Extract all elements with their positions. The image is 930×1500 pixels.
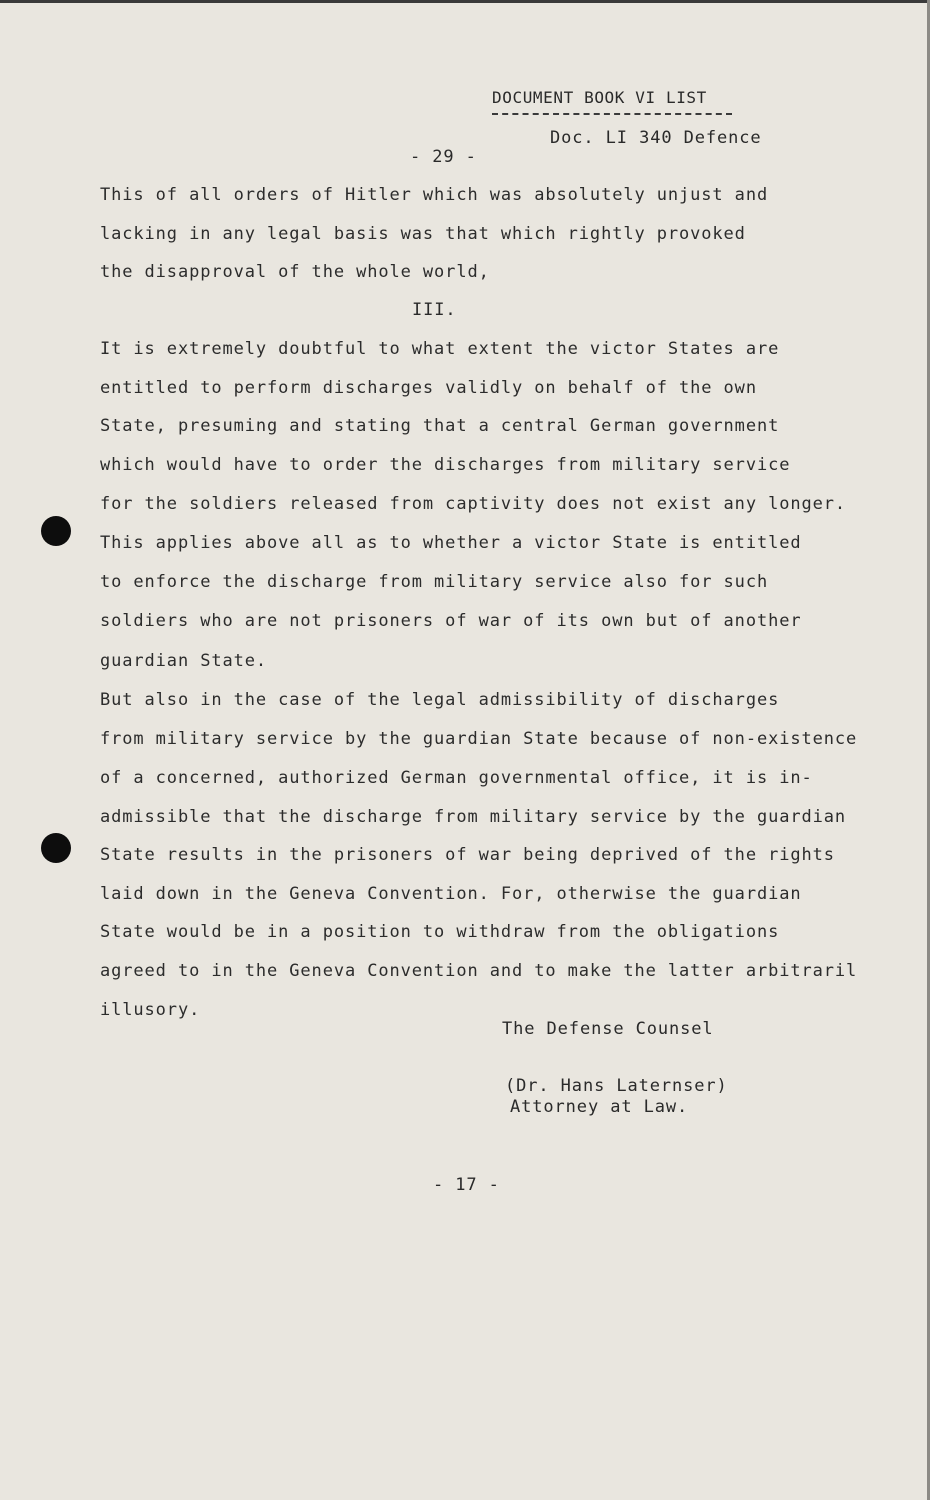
document-book-title: DOCUMENT BOOK VI LIST bbox=[492, 88, 707, 107]
signature-title: Attorney at Law. bbox=[510, 1097, 689, 1117]
body-line: entitled to perform discharges validly on behalf of the own bbox=[100, 378, 757, 398]
body-line: It is extremely doubtful to what extent the victor States are bbox=[100, 339, 780, 359]
page-top-edge bbox=[0, 0, 930, 3]
body-line: agreed to in the Geneva Convention and to make the latter arbitraril bbox=[100, 961, 858, 981]
body-line: the disapproval of the whole world, bbox=[100, 262, 490, 282]
body-line: to enforce the discharge from military service also for such bbox=[100, 572, 769, 592]
document-reference: Doc. LI 340 Defence bbox=[550, 128, 762, 148]
body-line: This applies above all as to whether a victor State is entitled bbox=[100, 533, 802, 553]
body-line: State, presuming and stating that a central German government bbox=[100, 416, 780, 436]
body-line: guardian State. bbox=[100, 651, 268, 671]
punch-hole bbox=[41, 516, 71, 546]
body-line: illusory. bbox=[100, 1000, 201, 1020]
body-line: State results in the prisoners of war being deprived of the rights bbox=[100, 845, 835, 865]
body-line: lacking in any legal basis was that which rightly provoked bbox=[100, 224, 746, 244]
page-number-top: - 29 - bbox=[410, 147, 477, 167]
body-line: admissible that the discharge from military service by the guardian bbox=[100, 807, 847, 827]
punch-hole bbox=[41, 833, 71, 863]
page-number-bottom: - 17 - bbox=[433, 1175, 500, 1195]
body-line: State would be in a position to withdraw from the obligations bbox=[100, 922, 780, 942]
body-line: soldiers who are not prisoners of war of its own but of another bbox=[100, 611, 802, 631]
signature-name: (Dr. Hans Laternser) bbox=[505, 1076, 728, 1096]
signature-label: The Defense Counsel bbox=[502, 1019, 714, 1039]
body-line: But also in the case of the legal admissibility of discharges bbox=[100, 690, 780, 710]
body-line: of a concerned, authorized German governmental office, it is in- bbox=[100, 768, 813, 788]
section-number: III. bbox=[412, 300, 457, 320]
body-line: which would have to order the discharges from military service bbox=[100, 455, 791, 475]
body-line: This of all orders of Hitler which was absolutely unjust and bbox=[100, 185, 769, 205]
body-line: from military service by the guardian State because of non-existence bbox=[100, 729, 858, 749]
body-line: laid down in the Geneva Convention. For, otherwise the guardian bbox=[100, 884, 802, 904]
title-underline bbox=[492, 113, 732, 115]
body-line: for the soldiers released from captivity does not exist any longer. bbox=[100, 494, 847, 514]
